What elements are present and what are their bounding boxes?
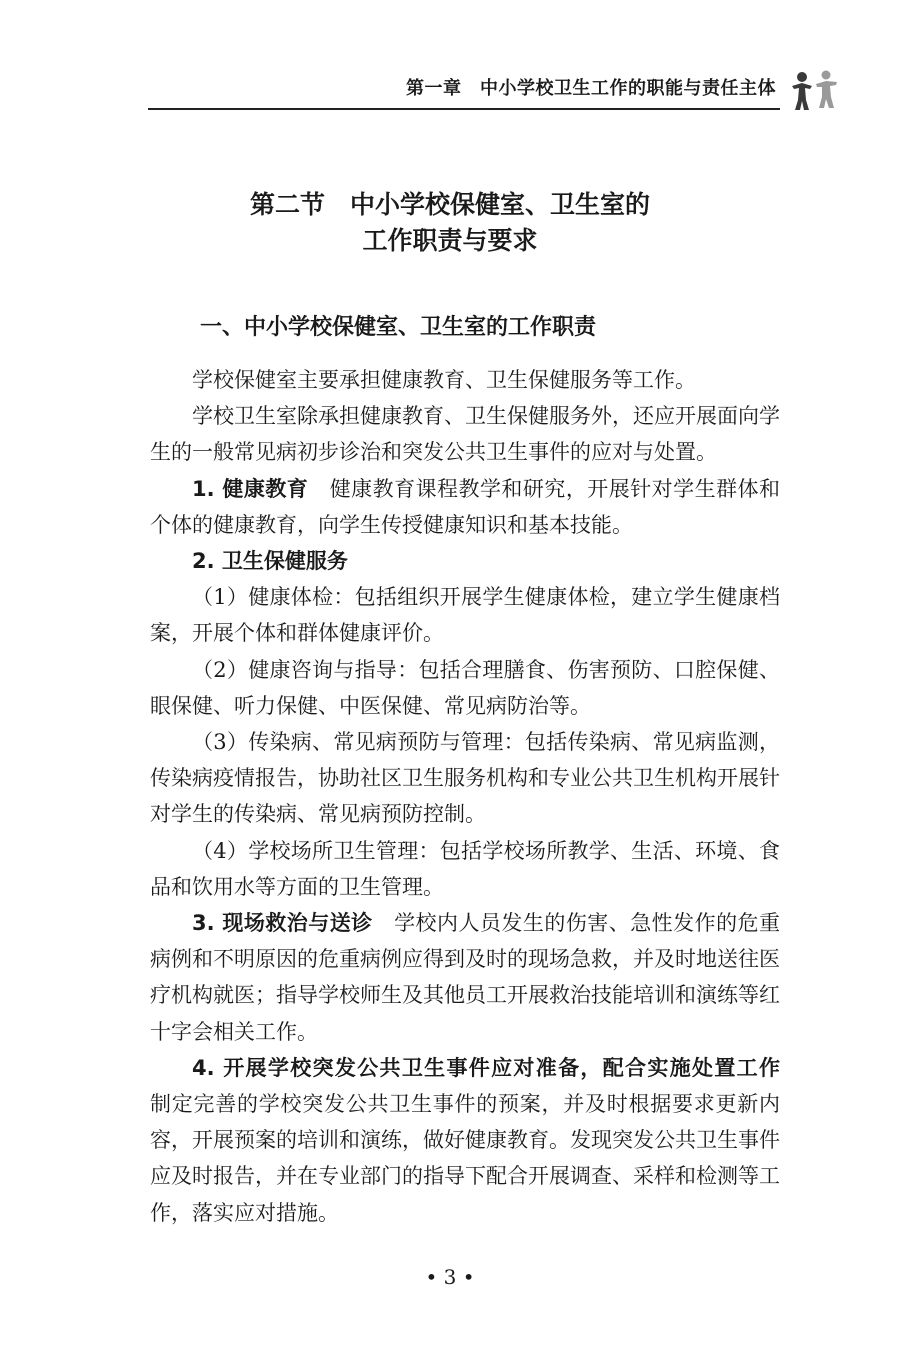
- item-first-aid: [150, 905, 780, 1050]
- page-number: • 3 •: [425, 1265, 475, 1289]
- subitem-checkup: （1）健康体检：包括组织开展学生健康体检，建立学生健康档案，开展个体和群体健康评价。: [150, 585, 780, 646]
- subitem-disease-prevention: （3）传染病、常见病预防与管理：包括传染病、常见病监测，传染病疫情报告，协助社区卫生服务机构和专业公共卫生机构开展针对学生的传染病、常见病预防控制。: [150, 730, 780, 827]
- item-text: 健康教育课程教学和研究，开展针对学生群体和个体的健康教育，向学生传授健康知识和基本技能。: [150, 476, 781, 537]
- subsection-heading: 一、中小学校保健室、卫生室的工作职责: [200, 315, 597, 340]
- chapter-title: 第一章 中小学校卫生工作的职能与责任主体: [406, 78, 776, 99]
- paragraph-clinic: 学校卫生室除承担健康教育、卫生保健服务外，还应开展面向学生的一般常见病初步诊治和突发公共卫生事件的应对与处置。: [150, 404, 780, 465]
- subitem-consulting: （2）健康咨询与指导：包括合理膳食、伤害预防、口腔保健、眼保健、听力保健、中医保健、常见病防治等。: [150, 657, 780, 718]
- paragraph-intro: 学校保健室主要承担健康教育、卫生保健服务等工作。: [192, 368, 696, 392]
- header-rule: [148, 108, 780, 110]
- item-heading: 4. 开展学校突发公共卫生事件应对准备，配合实施处置工作: [192, 1055, 780, 1080]
- body-text: [150, 362, 780, 1231]
- item-heading: 1. 健康教育: [192, 476, 309, 501]
- subitem-site-hygiene: （4）学校场所卫生管理：包括学校场所教学、生活、环境、食品和饮用水等方面的卫生管理。: [150, 838, 780, 899]
- section-title-line1: 第二节 中小学校保健室、卫生室的: [249, 190, 650, 219]
- item-text: 学校内人员发生的伤害、急性发作的危重病例和不明原因的危重病例应得到及时的现场急救，并及时地送往医疗机构就医；指导学校师生及其他员工开展救治技能培训和演练等红十字会相关工作。: [150, 911, 780, 1044]
- section-title-line2: 工作职责与要求: [362, 226, 538, 255]
- item-health-education: [150, 471, 780, 543]
- item-text: 制定完善的学校突发公共卫生事件的预案，并及时根据要求更新内容，开展预案的培训和演练，做好健康教育。发现突发公共卫生事件应及时报告，并在专业部门的指导下配合开展调查、采样和检测等工作，落实应对措施。: [150, 1092, 780, 1225]
- item-emergency-response: [150, 1050, 780, 1231]
- item-heading: 2. 卫生保健服务: [192, 549, 348, 574]
- item-health-services: [150, 543, 780, 579]
- item-heading: 3. 现场救治与送诊: [192, 911, 373, 936]
- running-header: [148, 64, 778, 104]
- children-figures-icon: [788, 68, 840, 112]
